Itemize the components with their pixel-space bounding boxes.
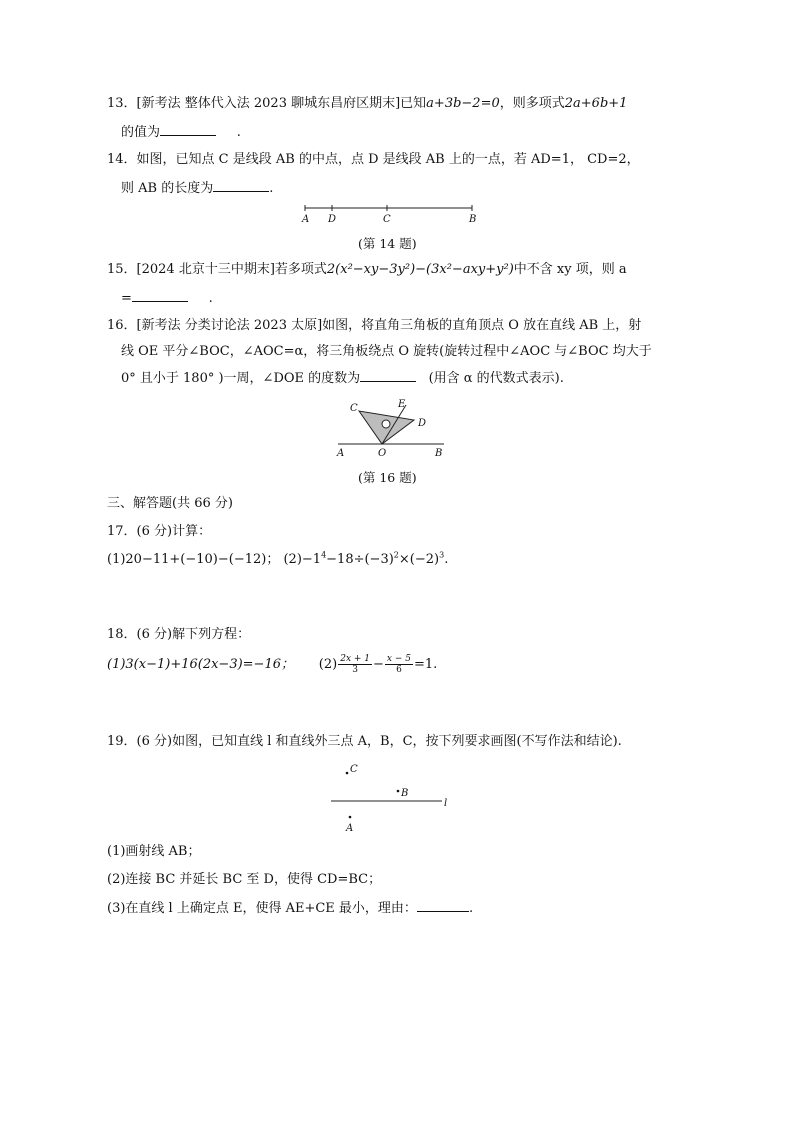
q16-text-b: (用含 α 的代数式表示).	[428, 371, 564, 386]
label-b: B	[469, 214, 477, 225]
q13-line2	[121, 123, 241, 142]
label-d: D	[418, 418, 427, 429]
set-square-hole	[382, 420, 390, 428]
q18-part2-prefix: (2)	[318, 657, 338, 672]
label-b: B	[401, 788, 409, 799]
q13-period: .	[236, 125, 241, 140]
point-b	[397, 790, 400, 793]
label-b: B	[435, 448, 443, 458]
q14-line1: 14．如图，已知点 C 是线段 AB 的中点，点 D 是线段 AB 上的一点，若 AD=1， CD=2，	[107, 152, 640, 167]
q19-header: 19．(6 分)如图，已知直线 l 和直线外三点 A，B，C，按下列要求画图(不写作法和结论).	[107, 734, 622, 749]
q18-problems	[107, 654, 437, 676]
q13-line1	[107, 95, 627, 113]
q13-answer-blank[interactable]	[160, 123, 216, 136]
q14-length-label: 则 AB 的长度为	[121, 181, 214, 196]
label-c: C	[350, 403, 358, 414]
q13-poly: 2a+6b+1	[564, 96, 628, 111]
q13-value-label: 的值为	[121, 125, 161, 140]
q19-points-figure	[325, 758, 455, 836]
q13-condition: a+3b−2=0	[426, 96, 500, 111]
q18-fraction-2: $\frac{x - 5}{6}$	[386, 654, 411, 675]
q13-text-a: 13．[新考法 整体代入法 2023 聊城东昌府区期末]已知	[107, 96, 427, 111]
point-a	[349, 816, 352, 819]
q14-period: .	[269, 181, 274, 196]
q19-item3-text: (3)在直线 l 上确定点 E，使得 AE+CE 最小，理由：	[107, 901, 417, 916]
q19-period: .	[468, 901, 474, 916]
q18-minus: −	[373, 657, 384, 672]
section-3-title: 三、解答题(共 66 分)	[107, 496, 233, 511]
q14-answer-blank[interactable]	[213, 179, 269, 192]
q16-caption: (第 16 题)	[358, 470, 417, 485]
q16-text-a: 0° 且小于 180° )一周，∠DOE 的度数为	[121, 371, 361, 386]
q15-answer-blank[interactable]	[132, 289, 188, 302]
q15-equals: =	[121, 291, 132, 306]
q15-line2	[121, 289, 213, 308]
q15-text-a: 15．[2024 北京十三中期末]若多项式	[107, 262, 327, 277]
q17-problems	[107, 551, 448, 569]
label-a: A	[337, 448, 345, 458]
q19-item3	[107, 899, 473, 918]
q18-fraction-1: $\frac{2x + 1}{3}$	[340, 654, 371, 675]
q14-caption: (第 14 题)	[358, 236, 417, 251]
label-c: C	[350, 764, 358, 775]
q18-part1: (1)3(x−1)+16(2x−3)=−16；	[107, 657, 294, 672]
q13-text-b: ，则多项式	[499, 96, 565, 111]
q16-answer-blank[interactable]	[360, 369, 416, 382]
q15-expr: 2(x²−xy−3y²)−(3x²−axy+y²)	[326, 262, 514, 277]
label-e: E	[398, 399, 406, 410]
label-a: A	[302, 214, 310, 225]
q16-triangle-figure	[334, 396, 449, 458]
label-c: C	[383, 214, 391, 225]
label-d: D	[328, 214, 337, 225]
q14-line2	[121, 179, 273, 198]
q15-period: .	[208, 291, 213, 306]
q15-text-b: 中不含 xy 项，则 a	[513, 262, 627, 277]
label-a: A	[346, 823, 354, 834]
q17-header: 17．(6 分)计算：	[107, 524, 212, 539]
q19-item2: (2)连接 BC 并延长 BC 至 D，使得 CD=BC；	[107, 872, 382, 887]
q17-part2: $(2)-1^4-18\div(-3)^2\times(-2)^3$.	[283, 550, 449, 567]
q16-line2: 线 OE 平分∠BOC，∠AOC=α，将三角板绕点 O 旋转(旋转过程中∠AOC 与∠BOC 均大于	[121, 344, 652, 359]
q14-segment-figure	[296, 200, 486, 226]
q19-item1: (1)画射线 AB；	[107, 844, 201, 859]
q16-line1: 16．[新考法 分类讨论法 2023 太原]如图，将直角三角板的直角顶点 O 放在直线 AB 上，射	[107, 318, 642, 333]
q18-part2-suffix: =1.	[414, 657, 438, 672]
label-o: O	[378, 448, 387, 458]
q18-header: 18．(6 分)解下列方程：	[107, 627, 251, 642]
point-c	[346, 772, 349, 775]
label-l: l	[444, 798, 448, 809]
q17-part1: (1)20−11+(−10)−(−12)；	[107, 552, 280, 567]
q15-line1	[107, 261, 627, 279]
q16-line3	[121, 369, 564, 388]
q19-reason-blank[interactable]	[417, 899, 469, 912]
